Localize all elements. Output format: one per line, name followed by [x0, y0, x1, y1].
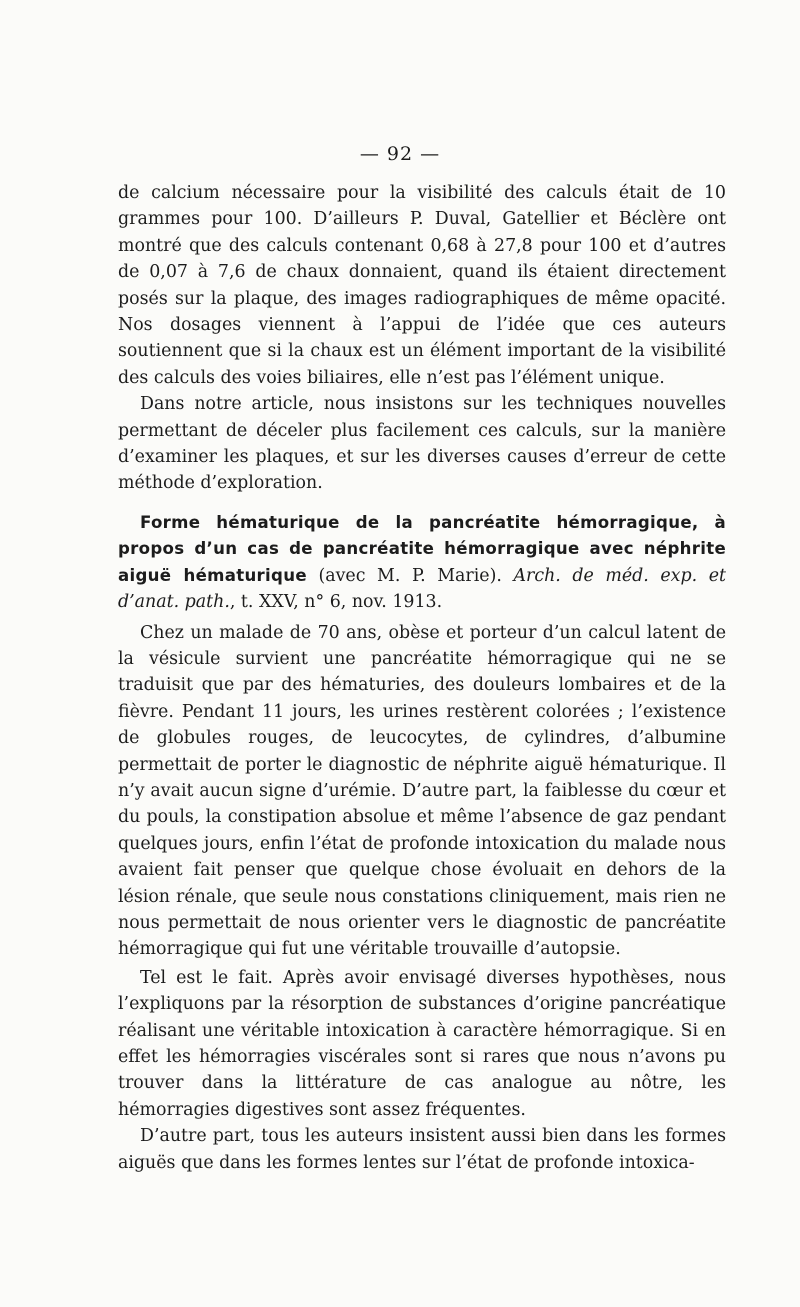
journal-title: Arch. de méd. exp. et d’anat. path.	[118, 565, 726, 613]
journal-reference: , t. XXV, n° 6, nov. 1913.	[229, 592, 443, 613]
coauthor-note: (avec M. P. Marie).	[306, 565, 514, 586]
paragraph-explanation: Tel est le fait. Après avoir envisagé diverses hypothèses, nous l’expliquons par la résorption de substances d’origine pancréatique réalisant une véritable intoxication à caractère hémorragique. Si en effet les hémorragies viscérales sont si rares que nous n’avons pu trouver dans la littérature de cas analogue au nôtre, les hémorragies digestives sont assez fréquentes.	[118, 967, 726, 1120]
paragraph-article-techniques: Dans notre article, nous insistons sur les techniques nouvelles permettant de déceler plus facilement ces calculs, sur la manière d’examiner les plaques, et sur les diverses causes d’erreur de cette méthode d’exploration.	[118, 394, 726, 494]
paragraph-intoxication: D’autre part, tous les auteurs insistent aussi bien dans les formes aiguës que dans les formes lentes sur l’état de profonde intoxica-	[118, 1126, 726, 1173]
publication-entry	[118, 510, 726, 616]
paragraph-calcium-visibility: de calcium nécessaire pour la visibilité des calculs était de 10 grammes pour 100. D’ailleurs P. Duval, Gatellier et Béclère ont montré que des calculs contenant 0,68 à 27,8 pour 100 et d’autres de 0,07 à 7,6 de chaux donnaient, quand ils étaient directement posés sur la plaque, des images radiographiques de même opacité. Nos dosages viennent à l’appui de l’idée que ces auteurs soutiennent que si la chaux est un élément important de la visibilité des calculs des voies biliaires, elle n’est pas l’élément unique.	[118, 183, 726, 388]
page-body	[118, 180, 726, 1176]
section-heading: Forme hématurique de la pancréatite hémorragique, à propos d’un cas de pancréatite hémorragique avec néphrite aiguë hématurique	[118, 512, 726, 585]
page-number: — 92 —	[359, 143, 441, 165]
paragraph-case-report: Chez un malade de 70 ans, obèse et porteur d’un calcul latent de la vésicule survient une pancréatite hémorragique qui ne se traduisit que par des hématuries, des douleurs lombaires et de la fièvre. Pendant 11 jours, les urines restèrent colorées ; l’existence de globules rouges, de leucocytes, de cylindres, d’albumine permettait de porter le diagnostic de néphrite aiguë hématurique. Il n’y avait aucun signe d’urémie. D’autre part, la faiblesse du cœur et du pouls, la constipation absolue et même l’absence de gaz pendant quelques jours, enfin l’état de profonde intoxication du malade nous avaient fait penser que quelque chose évoluait en dehors de la lésion rénale, que seule nous constations cliniquement, mais rien ne nous permettait de nous orienter vers le diagnostic de pancréatite hémorragique qui fut une véritable trouvaille d’autopsie.	[118, 622, 726, 960]
